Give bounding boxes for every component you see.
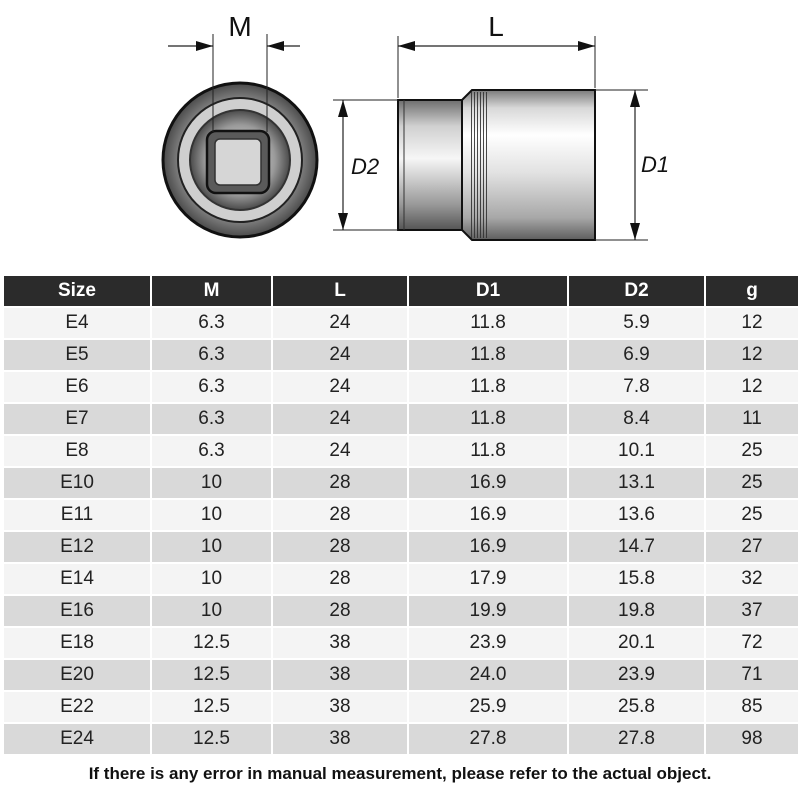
cell-g: 71 [706,660,798,692]
label-d1: D1 [641,152,670,177]
cell-d1: 17.9 [409,564,567,596]
cell-d1: 19.9 [409,596,567,628]
cell-g: 25 [706,500,798,532]
cell-m: 10 [152,564,271,596]
cell-size: E8 [4,436,150,468]
cell-d1: 25.9 [409,692,567,724]
cell-l: 24 [273,372,407,404]
cell-size: E5 [4,340,150,372]
cell-g: 25 [706,436,798,468]
label-l: L [488,11,504,42]
cell-d1: 16.9 [409,468,567,500]
cell-m: 6.3 [152,340,271,372]
cell-l: 38 [273,724,407,756]
cell-g: 12 [706,340,798,372]
cell-size: E22 [4,692,150,724]
table-row [4,308,798,340]
cell-l: 38 [273,628,407,660]
cell-g: 37 [706,596,798,628]
cell-m: 10 [152,596,271,628]
table-row [4,340,798,372]
cell-d2: 27.8 [569,724,704,756]
cell-d1: 16.9 [409,532,567,564]
cell-g: 11 [706,404,798,436]
cell-g: 85 [706,692,798,724]
cell-d1: 11.8 [409,436,567,468]
cell-g: 12 [706,308,798,340]
cell-size: E18 [4,628,150,660]
cell-d2: 20.1 [569,628,704,660]
footnote: If there is any error in manual measurement, please refer to the actual object. [88,764,712,783]
cell-l: 24 [273,436,407,468]
cell-d1: 23.9 [409,628,567,660]
cell-d2: 13.1 [569,468,704,500]
table-row [4,596,798,628]
table-row [4,628,798,660]
cell-d2: 19.8 [569,596,704,628]
cell-m: 12.5 [152,660,271,692]
table-header-row [4,276,798,308]
cell-m: 12.5 [152,724,271,756]
dimension-l [398,11,595,98]
table-row [4,692,798,724]
cell-d1: 16.9 [409,500,567,532]
cell-g: 72 [706,628,798,660]
table-row [4,564,798,596]
cell-l: 24 [273,340,407,372]
label-m: M [228,11,252,42]
cell-g: 27 [706,532,798,564]
cell-l: 24 [273,308,407,340]
cell-l: 38 [273,660,407,692]
dimension-d1 [595,90,669,240]
table-row [4,436,798,468]
cell-d2: 6.9 [569,340,704,372]
header-l: L [273,276,407,308]
cell-size: E24 [4,724,150,756]
knurled-band [470,92,488,238]
cell-d2: 13.6 [569,500,704,532]
cell-l: 28 [273,500,407,532]
cell-m: 10 [152,468,271,500]
socket-end-view [163,83,317,237]
cell-m: 10 [152,500,271,532]
header-d2: D2 [569,276,704,308]
cell-d2: 23.9 [569,660,704,692]
cell-g: 12 [706,372,798,404]
table-row [4,468,798,500]
cell-m: 6.3 [152,436,271,468]
cell-l: 28 [273,596,407,628]
cell-m: 6.3 [152,404,271,436]
label-d2: D2 [351,154,380,179]
dimension-d2 [333,100,398,230]
cell-d1: 11.8 [409,308,567,340]
cell-d2: 25.8 [569,692,704,724]
cell-size: E16 [4,596,150,628]
cell-l: 28 [273,468,407,500]
cell-d2: 7.8 [569,372,704,404]
cell-d1: 11.8 [409,404,567,436]
cell-size: E14 [4,564,150,596]
cell-size: E7 [4,404,150,436]
header-g: g [706,276,798,308]
cell-d2: 5.9 [569,308,704,340]
table-row [4,532,798,564]
cell-size: E6 [4,372,150,404]
cell-size: E12 [4,532,150,564]
table-row [4,404,798,436]
cell-d2: 14.7 [569,532,704,564]
cell-g: 25 [706,468,798,500]
cell-d2: 8.4 [569,404,704,436]
header-m: M [152,276,271,308]
cell-d1: 11.8 [409,340,567,372]
cell-d1: 24.0 [409,660,567,692]
cell-m: 6.3 [152,372,271,404]
cell-size: E10 [4,468,150,500]
socket-side-view [398,90,595,240]
cell-m: 6.3 [152,308,271,340]
cell-d1: 27.8 [409,724,567,756]
cell-g: 32 [706,564,798,596]
cell-m: 12.5 [152,692,271,724]
cell-size: E4 [4,308,150,340]
cell-d1: 11.8 [409,372,567,404]
header-size: Size [4,276,150,308]
table-row [4,660,798,692]
spec-table [2,276,800,756]
cell-m: 10 [152,532,271,564]
table-row [4,500,798,532]
cell-g: 98 [706,724,798,756]
table-row [4,372,798,404]
cell-d2: 15.8 [569,564,704,596]
cell-l: 28 [273,532,407,564]
cell-m: 12.5 [152,628,271,660]
header-d1: D1 [409,276,567,308]
cell-size: E11 [4,500,150,532]
socket-diagram [0,0,800,270]
table-row [4,724,798,756]
cell-l: 28 [273,564,407,596]
cell-l: 38 [273,692,407,724]
cell-d2: 10.1 [569,436,704,468]
cell-l: 24 [273,404,407,436]
cell-size: E20 [4,660,150,692]
